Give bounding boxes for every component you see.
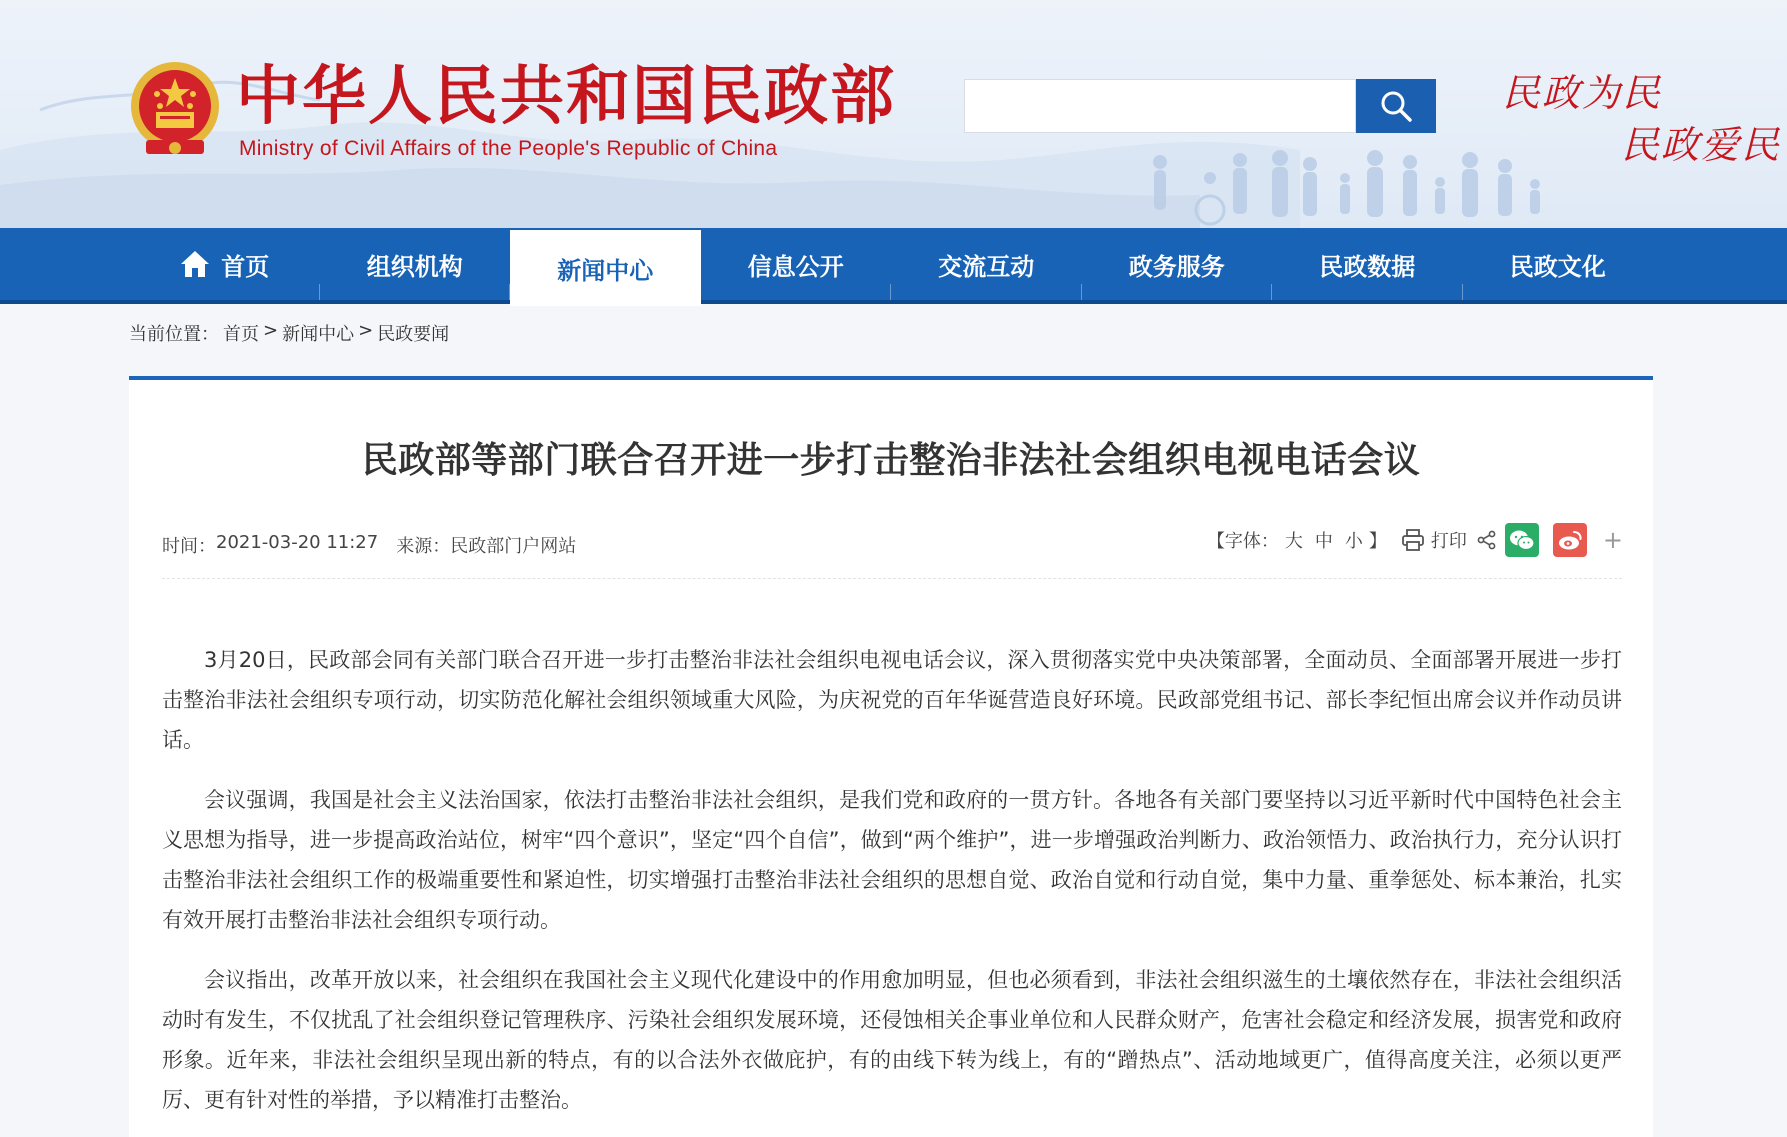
font-size-close: 】 — [1368, 531, 1387, 552]
site-title: 中华人民共和国民政部 — [236, 60, 896, 134]
weibo-icon — [1557, 529, 1583, 551]
nav-item-government-services[interactable] — [1082, 228, 1273, 300]
main-nav — [0, 228, 1787, 304]
nav-item-civil-affairs-data[interactable] — [1272, 228, 1463, 300]
breadcrumb-separator: > — [358, 320, 374, 341]
source-label: 来源： — [396, 536, 451, 557]
slogan-line-1: 民政为民 — [1502, 71, 1663, 115]
more-share-plus-button[interactable]: + — [1602, 526, 1623, 554]
font-size-large[interactable]: 大 — [1284, 531, 1303, 552]
article-body — [162, 640, 1622, 1137]
nav-item-news-center[interactable] — [510, 230, 701, 306]
time-label: 时间： — [162, 536, 216, 557]
meta-divider — [162, 578, 1622, 579]
font-size-medium[interactable]: 中 — [1314, 531, 1333, 552]
print-button[interactable] — [1401, 527, 1467, 553]
print-label: 打印 — [1430, 531, 1467, 552]
search-icon — [1378, 88, 1414, 124]
font-size-small[interactable]: 小 — [1344, 531, 1363, 552]
share-icon — [1477, 530, 1497, 550]
search-input[interactable] — [964, 79, 1356, 133]
breadcrumb — [129, 320, 453, 346]
main-nav-items — [129, 228, 1653, 300]
nav-item-label: 组织机构 — [366, 252, 463, 281]
breadcrumb-prefix: 当前位置： — [129, 324, 219, 345]
search-button[interactable] — [1356, 79, 1436, 133]
breadcrumb-separator: > — [263, 320, 279, 341]
wechat-icon — [1509, 529, 1535, 551]
font-size-label: 【字体： — [1206, 531, 1279, 552]
article-paragraph: 会议强调，我国是社会主义法治国家，依法打击整治非法社会组织，是我们党和政府的一贯方针。各地各有关部门要坚持以习近平新时代中国特色社会主义思想为指导，进一步提高政治站位，树牢“四个意识”，坚定“四个自信”，做到“两个维护”，进一步增强政治判断力、政治领悟力、政治执行力，充分认识打击整治非法社会组织工作的极端重要性和紧迫性，切实增强打击整治非法社会组织的思想自觉、政治自觉和行动自觉，集中力量、重拳惩处、标本兼治，扎实有效开展打击整治非法社会组织专项行动。 — [162, 788, 1622, 932]
printer-icon — [1401, 529, 1425, 551]
people-silhouettes-decoration — [1140, 148, 1560, 228]
nav-item-interaction[interactable] — [891, 228, 1082, 300]
article-paragraph: 会议指出，改革开放以来，社会组织在我国社会主义现代化建设中的作用愈加明显，但也必须看到，非法社会组织滋生的土壤依然存在，非法社会组织活动时有发生，不仅扰乱了社会组织登记管理秩序、污染社会组织发展环境，还侵蚀相关企事业单位和人民群众财产，危害社会稳定和经济发展，损害党和政府形象。近年来，非法社会组织呈现出新的特点，有的以合法外衣做庇护，有的由线下转为线上，有的“蹭热点”、活动地域更广，值得高度关注，必须以更严厉、更有针对性的举措，予以精准打击整治。 — [162, 968, 1622, 1112]
breadcrumb-home[interactable]: 首页 — [223, 324, 259, 345]
nav-item-label: 民政数据 — [1319, 252, 1416, 281]
nav-item-label: 新闻中心 — [557, 256, 654, 285]
weibo-share-button[interactable] — [1553, 523, 1587, 557]
home-icon — [179, 249, 211, 279]
wechat-share-button[interactable] — [1505, 523, 1539, 557]
site-subtitle: Ministry of Civil Affairs of the People's Republic of China — [239, 137, 778, 160]
nav-item-label: 政务服务 — [1128, 252, 1225, 281]
nav-item-label: 交流互动 — [938, 252, 1035, 281]
nav-item-label: 首页 — [221, 252, 270, 281]
nav-item-civil-affairs-culture[interactable] — [1463, 228, 1654, 300]
time-value: 2021-03-20 11:27 — [216, 532, 379, 553]
source-value: 民政部门户网站 — [450, 536, 577, 557]
nav-item-organization[interactable] — [320, 228, 511, 300]
article-panel — [129, 376, 1653, 1137]
slogan-line-2: 民政爱民 — [1621, 123, 1782, 167]
breadcrumb-current[interactable]: 民政要闻 — [377, 324, 450, 345]
article-title: 民政部等部门联合召开进一步打击整治非法社会组织电视电话会议 — [361, 440, 1421, 481]
nav-item-label: 信息公开 — [747, 252, 844, 281]
nav-item-home[interactable] — [129, 228, 320, 300]
share-button[interactable] — [1477, 530, 1497, 550]
site-header — [0, 0, 1787, 228]
article-paragraph: 3月20日，民政部会同有关部门联合召开进一步打击整治非法社会组织电视电话会议，深入贯彻落实党中央决策部署，全面动员、全面部署开展进一步打击整治非法社会组织专项行动，切实防范化解社会组织领域重大风险，为庆祝党的百年华诞营造良好环境。民政部党组书记、部长李纪恒出席会议并作动员讲话。 — [162, 648, 1622, 752]
article-meta — [162, 532, 576, 558]
nav-item-information-disclosure[interactable] — [701, 228, 892, 300]
article-tools — [1207, 520, 1623, 560]
breadcrumb-news-center[interactable]: 新闻中心 — [282, 324, 355, 345]
nav-item-label: 民政文化 — [1509, 252, 1606, 281]
national-emblem-icon — [126, 58, 224, 162]
